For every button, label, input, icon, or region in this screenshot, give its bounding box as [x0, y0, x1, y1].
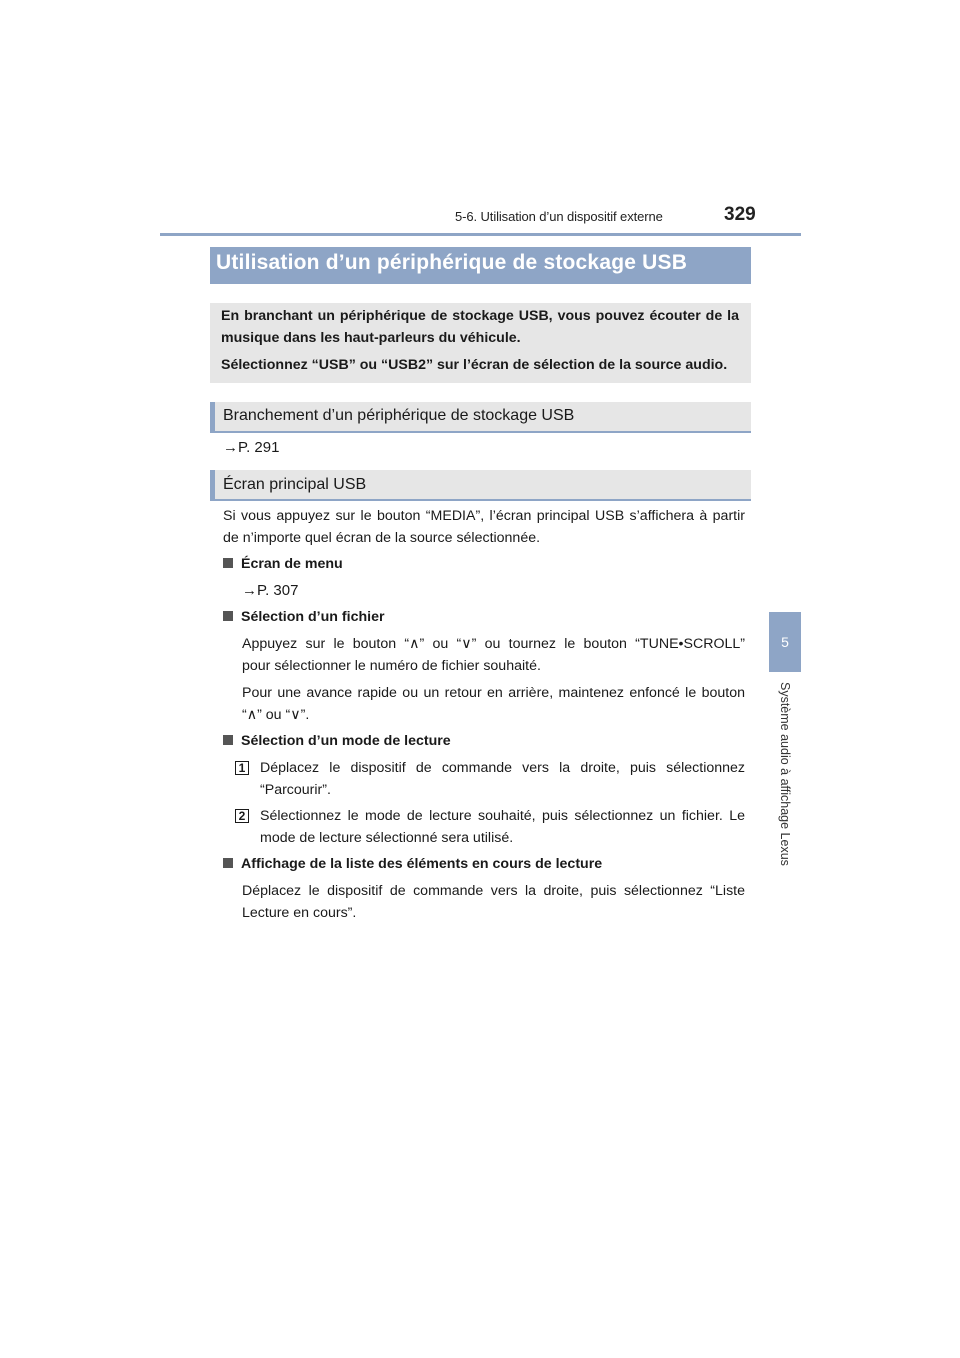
file-selection-line-2: pour sélectionner le numéro de fichier souhaité. [242, 658, 541, 674]
step-1-badge: 1 [235, 761, 249, 775]
section-title-connect: Branchement d’un périphérique de stockage USB [223, 407, 575, 424]
menu-heading-text: Écran de menu [241, 556, 343, 572]
section-accent-connect [210, 402, 215, 433]
intro-line-3: Sélectionnez “USB” ou “USB2” sur l’écran de sélection de la source audio. [221, 357, 728, 373]
menu-page-reference-link[interactable]: →P. 307 [242, 582, 299, 599]
square-bullet-icon [223, 858, 233, 868]
chapter-tab [769, 612, 801, 672]
step-1-line-2: “Parcourir”. [260, 782, 331, 798]
page-number: 329 [724, 204, 756, 225]
queue-heading-text: Affichage de la liste des éléments en cours de lecture [241, 856, 603, 872]
step-2-line-1: Sélectionnez le mode de lecture souhaité, puis sélectionnez un fichier. Le [260, 808, 745, 824]
step-2-badge: 2 [235, 809, 249, 823]
step-1-line-1: Déplacez le dispositif de commande vers la droite, puis sélectionnez [260, 760, 745, 776]
step-2-line-2: mode de lecture sélectionné sera utilisé. [260, 830, 514, 846]
intro-line-2: musique dans les haut-parleurs du véhicule. [221, 330, 521, 346]
section-title-main-screen: Écran principal USB [223, 476, 367, 493]
header-rule [160, 233, 801, 236]
chapter-number: 5 [781, 634, 789, 650]
file-selection-line-3: Pour une avance rapide ou un retour en arrière, maintenez enfoncé le bouton [242, 685, 745, 701]
file-selection-heading [223, 609, 384, 625]
page-reference-link[interactable]: →P. 291 [223, 439, 280, 456]
queue-heading [223, 856, 602, 872]
file-selection-heading-text: Sélection d’un fichier [241, 609, 385, 625]
mode-selection-heading-text: Sélection d’un mode de lecture [241, 733, 451, 749]
queue-line-2: Lecture en cours”. [242, 905, 357, 921]
square-bullet-icon [223, 611, 233, 621]
main-screen-intro-line-2: de n’importe quel écran de la source sélectionnée. [223, 530, 541, 546]
header-section-title: 5-6. Utilisation d’un dispositif externe [455, 209, 663, 224]
chapter-label-text: Système audio à affichage Lexus [778, 682, 792, 866]
file-selection-line-1: Appuyez sur le bouton “∧” ou “∨” ou tournez le bouton “TUNE•SCROLL” [242, 636, 745, 652]
section-accent-main-screen [210, 470, 215, 501]
queue-line-1: Déplacez le dispositif de commande vers la droite, puis sélectionnez “Liste [242, 883, 745, 899]
chapter-label [768, 682, 802, 892]
mode-selection-heading [223, 733, 451, 749]
square-bullet-icon [223, 735, 233, 745]
menu-heading [223, 556, 343, 572]
file-selection-line-4: “∧” ou “∨”. [242, 707, 310, 723]
square-bullet-icon [223, 558, 233, 568]
page-title: Utilisation d’un périphérique de stockage USB [216, 251, 688, 274]
main-screen-intro-line-1: Si vous appuyez sur le bouton “MEDIA”, l’écran principal USB s’affichera à partir [223, 508, 745, 524]
intro-line-1: En branchant un périphérique de stockage USB, vous pouvez écouter de la [221, 308, 739, 324]
